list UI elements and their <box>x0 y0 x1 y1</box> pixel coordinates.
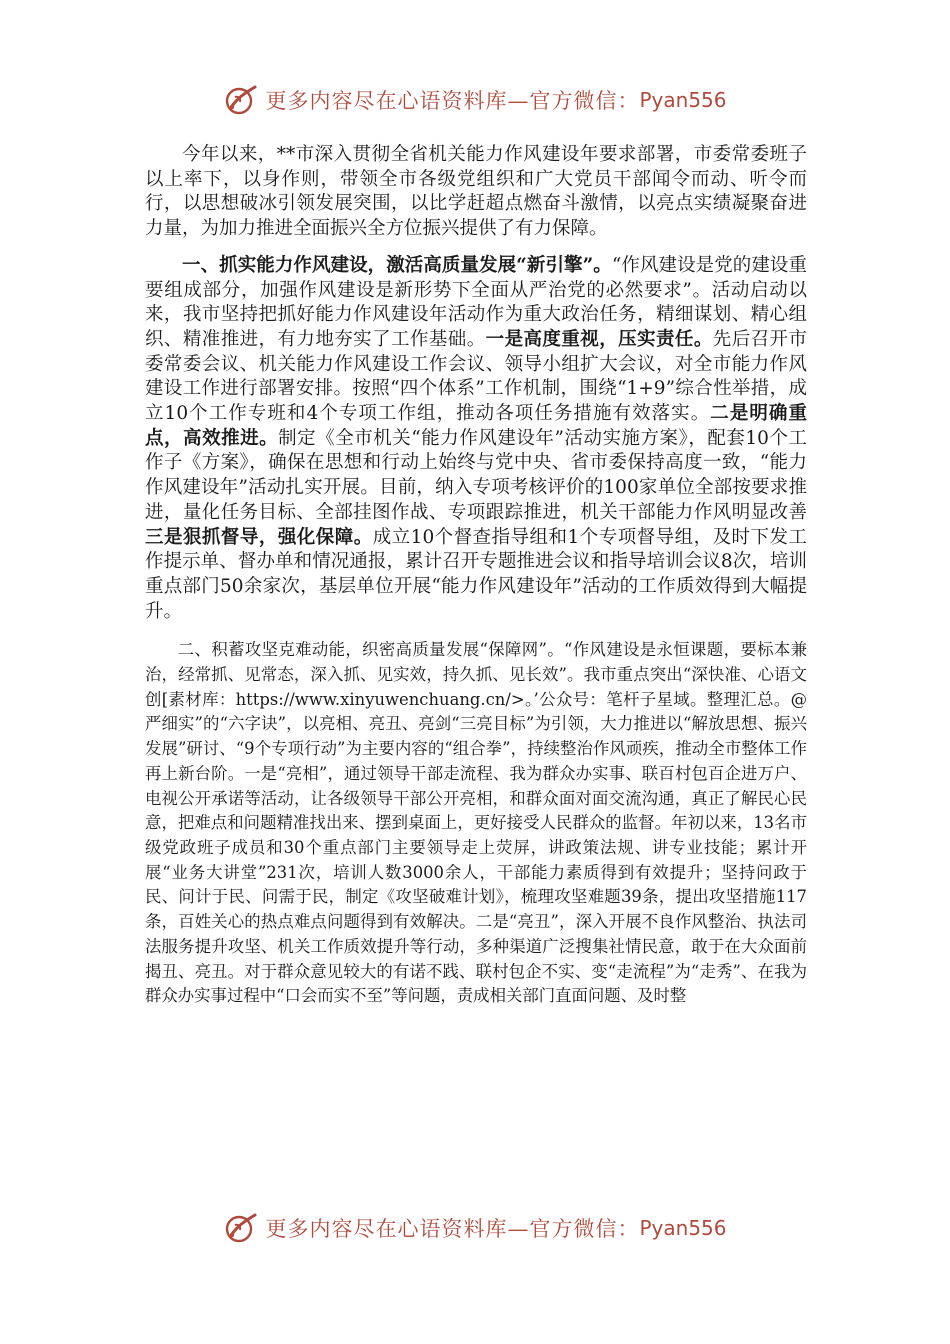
watermark-text: 更多内容尽在心语资料库—官方微信： <box>265 1217 640 1241</box>
paragraph-section-two: 二、积蓄攻坚克难动能，织密高质量发展“保障网”。“作风建设是永恒课题，要标本兼治，经常抓、见常态，深入抓、见实效，持久抓、见长效”。我市重点突出“深快准、心语文创[素材库：https://www.xinyuwenchuang.cn/>。’公众号：笔杆子星域。整理汇总。@严细实”的“六字诀”，以亮相、亮丑、亮剑“三亮目标”为引领，大力推进以“解放思想、振兴发展”研讨、“9个专项行动”为主要内容的“组合拳”，持续整治作风顽疾，推动全市整体工作再上新台阶。一是“亮相”，通过领导干部走流程、我为群众办实事、联百村包百企进万户、电视公开承诺等活动，让各级领导干部公开亮相，和群众面对面交流沟通，真正了解民心民意，把难点和问题精准找出来、摆到桌面上，更好接受人民群众的监督。年初以来，13名市级党政班子成员和30个重点部门主要领导走上荧屏，讲政策法规、讲专业技能；累计开展“业务大讲堂”231次，培训人数3000余人，干部能力素质得到有效提升；坚持问政于民、问计于民、问需于民，制定《攻坚破难计划》，梳理攻坚难题39条，提出攻坚措施117条，百姓关心的热点难点问题得到有效解决。二是“亮丑”，深入开展不良作风整治、执法司法服务提升攻坚、机关工作质效提升等行动，多种渠道广泛搜集社情民意，敢于在大众面前揭丑、亮丑。对于群众意见较大的有诺不践、联村包企不实、变“走流程”为“走秀”、在我为群众办实事过程中“口会而实不至”等问题，责成相关部门直面问题、及时整 <box>145 640 807 1006</box>
paragraph-section-one <box>145 254 807 625</box>
paragraph-intro: 今年以来，**市深入贯彻全省机关能力作风建设年要求部署，市委常委班子以上率下，以身作则，带领全市各级党组织和广大党员干部闻令而动、听令而行，以思想破冰引领发展突围，以比学赶超点燃奋斗激情，以亮点实绩凝聚奋进力量，为加力推进全面振兴全方位振兴提供了有力保障。 <box>145 144 807 240</box>
section-one-text-c: 制定《全市机关“能力作风建设年”活动实施方案》，配套10个工作子《方案》，确保在思想和行动上始终与党中央、省市委保持高度一致，“能力作风建设年”活动扎实开展。目前，纳入专项考核评价的100家单位全部按要求推进，量化任务目标、全部挂图作战、专项跟踪推进，机关干部能力作风明显改善 <box>145 427 807 523</box>
section-one-text-b: 先后召开市委常委会议、机关能力作风建设工作会议、领导小组扩大会议，对全市能力作风建设工作进行部署安排。按照“四个体系”工作机制，围绕“1+9”综合性举措，成立10个工作专班和4个专项工作组，推动各项任务措施有效落实。 <box>145 328 807 425</box>
watermark-wechat-id: Pyan556 <box>639 1216 727 1240</box>
watermark-header <box>0 78 950 122</box>
point-one-heading: 一是高度重视，压实责任。 <box>485 328 713 350</box>
watermark-wechat-id: Pyan556 <box>639 88 727 112</box>
watermark-text: 更多内容尽在心语资料库—官方微信： <box>265 89 640 113</box>
watermark-footer <box>0 1206 950 1250</box>
brush-logo-icon <box>223 1210 259 1246</box>
section-one-text-d: 成立10个督查指导组和1个专项督导组，及时下发工作提示单、督办单和情况通报，累计召开专题推进会议和指导培训会议8次，培训重点部门50余家次，基层单位开展“能力作风建设年”活动的工作质效得到大幅提升。 <box>145 526 807 622</box>
document-body <box>145 143 807 1009</box>
point-three-heading: 三是狠抓督导，强化保障。 <box>145 526 373 548</box>
point-two-heading: 二是明确重点，高效推进。 <box>145 403 807 449</box>
section-one-text-a: “作风建设是党的建设重要组成部分，加强作风建设是新形势下全面从严治党的必然要求”。活动启动以来，我市坚持把抓好能力作风建设年活动作为重大政治任务，精细谋划、精心组织、精准推进，有力地夯实了工作基础。 <box>145 254 807 350</box>
brush-logo-icon <box>223 82 259 118</box>
section-one-heading: 一、抓实能力作风建设，激活高质量发展“新引擎”。 <box>182 254 612 276</box>
